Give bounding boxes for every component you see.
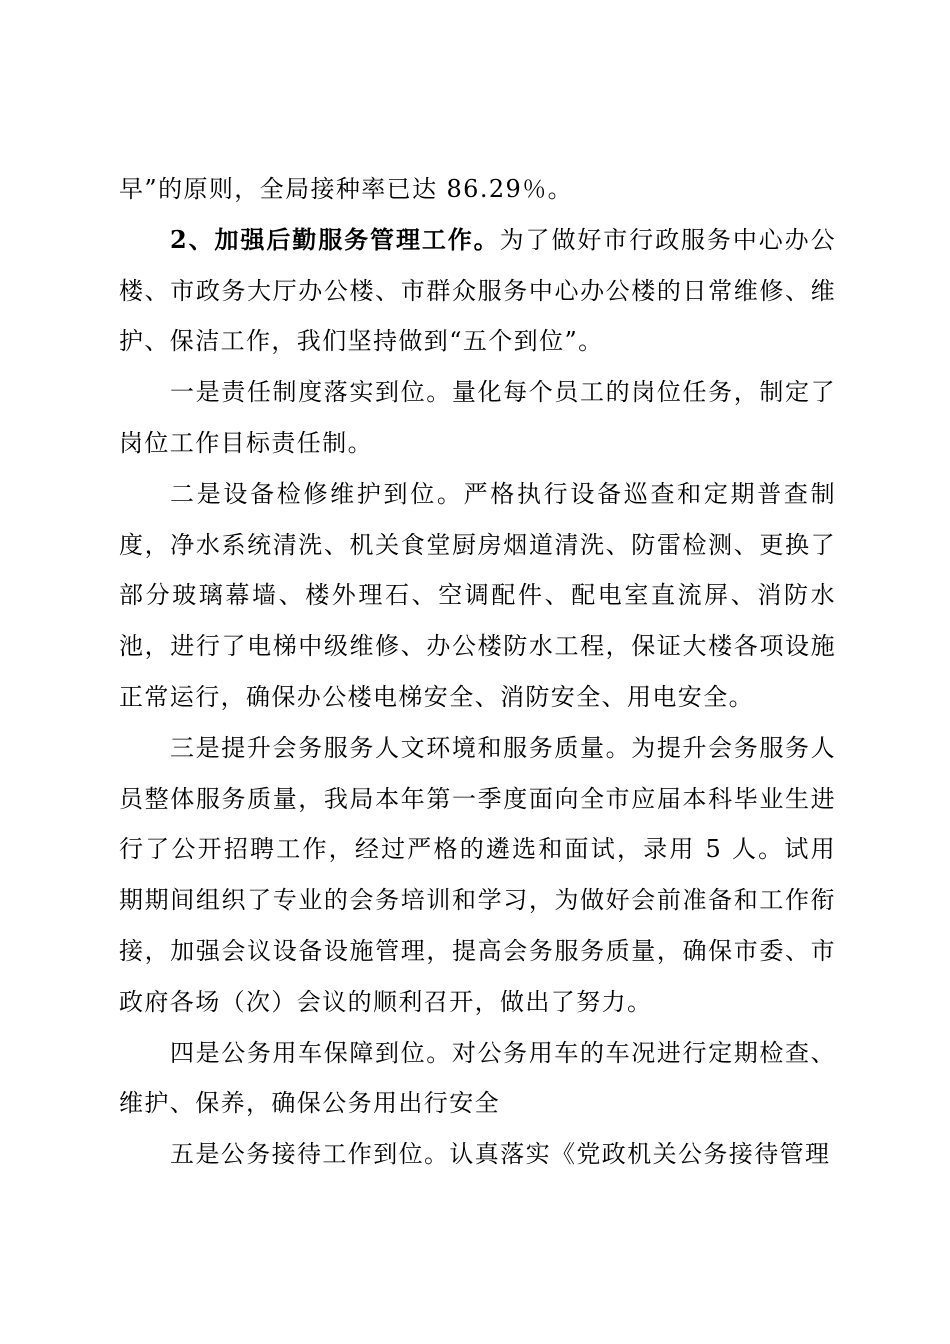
section-heading: 2、加强后勤服务管理工作。 <box>170 224 500 254</box>
paragraph-text: 二是设备检修维护到位。严格执行设备巡查和定期普查制度，净水系统清洗、机关食堂厨房烟道清洗、防雷检测、更换了部分玻璃幕墙、楼外理石、空调配件、配电室直流屏、消防水池，进行了电梯中级维修、办公楼防水工程，保证大楼各项设施正常运行，确保办公楼电梯安全、消防安全、用电安全。 <box>119 479 836 711</box>
paragraph-official-vehicles <box>119 1028 836 1130</box>
document-body <box>119 164 836 1180</box>
paragraph-logistics-management <box>119 215 836 367</box>
paragraph-text: 早”的原则，全局接种率已达 86.29％。 <box>119 175 574 203</box>
paragraph-text: 一是责任制度落实到位。量化每个员工的岗位任务，制定了岗位工作目标责任制。 <box>119 378 836 457</box>
paragraph-vaccination-rate <box>119 164 836 215</box>
paragraph-conference-service <box>119 723 836 1028</box>
paragraph-equipment-maintenance <box>119 469 836 723</box>
paragraph-text: 三是提升会务服务人文环境和服务质量。为提升会务服务人员整体服务质量，我局本年第一季度面向全市应届本科毕业生进行了公开招聘工作，经过严格的遴选和面试，录用 5 人。试用期期间组织了专业的会务培训和学习，为做好会前准备和工作衔接，加强会议设备设施管理，提高会务服务质量，确保市委、市政府各场（次）会议的顺利召开，做出了努力。 <box>119 733 836 1016</box>
paragraph-text: 四是公务用车保障到位。对公务用车的车况进行定期检查、维护、保养，确保公务用出行安全 <box>119 1038 836 1118</box>
paragraph-text: 五是公务接待工作到位。认真落实《党政机关公务接待管理 <box>170 1140 831 1169</box>
paragraph-responsibility-system <box>119 367 836 469</box>
paragraph-official-reception <box>119 1129 836 1180</box>
paragraph-text: 为了做好市行政服务中心办公楼、市政务大厅办公楼、市群众服务中心办公楼的日常维修、维护、保洁工作，我们坚持做到“五个到位”。 <box>119 225 836 356</box>
